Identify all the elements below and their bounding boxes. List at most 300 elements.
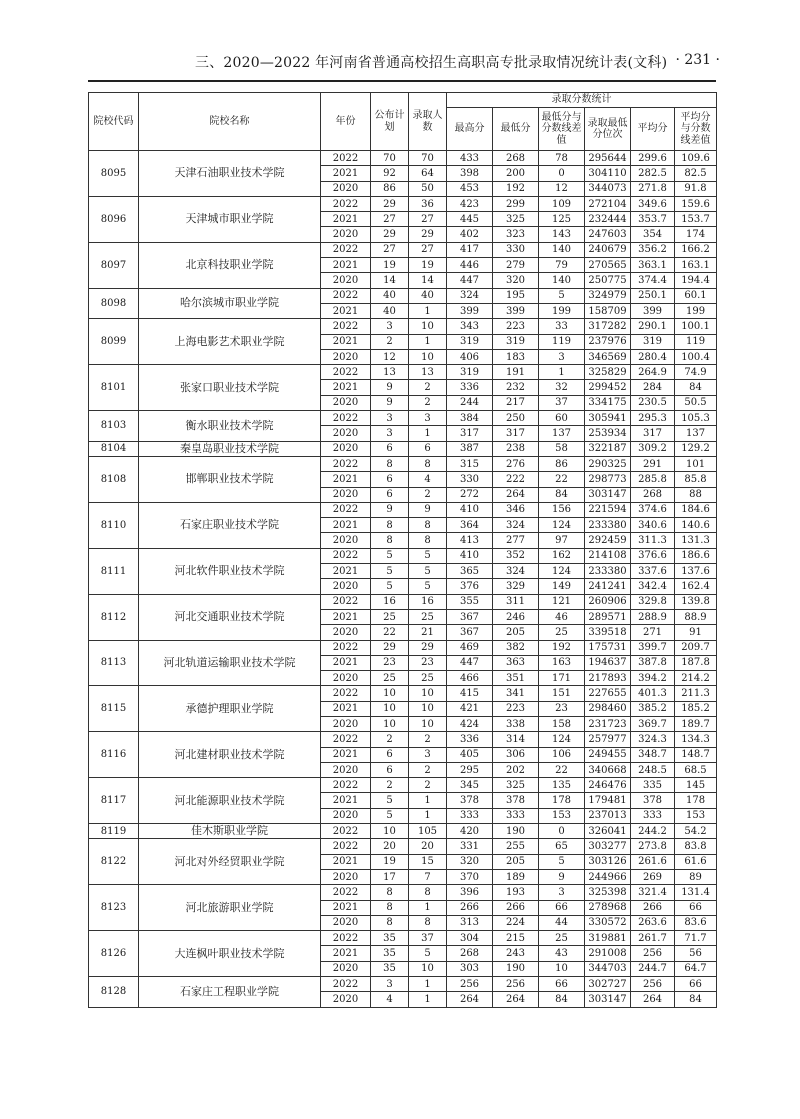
cell-min: 224 <box>493 915 539 930</box>
cell-year: 2020 <box>321 961 371 976</box>
cell-year: 2020 <box>321 441 371 456</box>
cell-rank: 344073 <box>585 181 631 196</box>
cell-rank: 303277 <box>585 839 631 854</box>
cell-min: 338 <box>493 716 539 731</box>
table-row <box>89 594 717 609</box>
cell-avg: 399.7 <box>631 640 675 655</box>
cell-min-diff: 25 <box>539 625 585 640</box>
cell-rank: 340668 <box>585 762 631 777</box>
cell-max: 398 <box>447 166 493 181</box>
cell-avg-diff: 82.5 <box>675 166 717 181</box>
cell-min: 314 <box>493 732 539 747</box>
cell-plan: 10 <box>371 824 409 839</box>
col-stats-group: 录取分数统计 <box>447 93 717 108</box>
cell-admitted: 27 <box>409 212 447 227</box>
cell-avg: 319 <box>631 334 675 349</box>
cell-admitted: 21 <box>409 625 447 640</box>
school-name: 承德护理职业学院 <box>139 686 321 732</box>
cell-plan: 5 <box>371 808 409 823</box>
cell-avg: 399 <box>631 303 675 318</box>
cell-max: 420 <box>447 824 493 839</box>
cell-admitted: 105 <box>409 824 447 839</box>
cell-max: 421 <box>447 701 493 716</box>
cell-min: 324 <box>493 564 539 579</box>
school-code: 8128 <box>89 977 139 1008</box>
cell-admitted: 16 <box>409 594 447 609</box>
cell-min-diff: 125 <box>539 212 585 227</box>
cell-year: 2020 <box>321 915 371 930</box>
cell-rank: 231723 <box>585 716 631 731</box>
cell-max: 320 <box>447 854 493 869</box>
table-row <box>89 151 717 166</box>
cell-min: 238 <box>493 441 539 456</box>
cell-avg: 309.2 <box>631 441 675 456</box>
cell-admitted: 40 <box>409 288 447 303</box>
cell-avg-diff: 60.1 <box>675 288 717 303</box>
cell-min: 324 <box>493 518 539 533</box>
cell-avg: 348.7 <box>631 747 675 762</box>
cell-admitted: 8 <box>409 456 447 471</box>
cell-year: 2021 <box>321 334 371 349</box>
cell-year: 2021 <box>321 946 371 961</box>
cell-year: 2022 <box>321 151 371 166</box>
cell-min-diff: 192 <box>539 640 585 655</box>
cell-max: 406 <box>447 349 493 364</box>
cell-min: 264 <box>493 992 539 1007</box>
cell-max: 336 <box>447 380 493 395</box>
cell-min-diff: 1 <box>539 365 585 380</box>
cell-avg-diff: 56 <box>675 946 717 961</box>
cell-min-diff: 33 <box>539 319 585 334</box>
cell-year: 2020 <box>321 487 371 502</box>
cell-avg: 374.6 <box>631 502 675 517</box>
cell-year: 2021 <box>321 609 371 624</box>
cell-plan: 27 <box>371 212 409 227</box>
cell-min: 341 <box>493 686 539 701</box>
cell-admitted: 2 <box>409 487 447 502</box>
cell-avg: 299.6 <box>631 151 675 166</box>
cell-min-diff: 5 <box>539 854 585 869</box>
cell-avg: 256 <box>631 946 675 961</box>
cell-rank: 325829 <box>585 365 631 380</box>
cell-rank: 194637 <box>585 655 631 670</box>
cell-rank: 319881 <box>585 931 631 946</box>
cell-min-diff: 22 <box>539 472 585 487</box>
cell-admitted: 8 <box>409 885 447 900</box>
cell-rank: 214108 <box>585 548 631 563</box>
cell-year: 2021 <box>321 655 371 670</box>
school-code: 8122 <box>89 839 139 885</box>
cell-admitted: 19 <box>409 258 447 273</box>
cell-min-diff: 143 <box>539 227 585 242</box>
cell-rank: 295644 <box>585 151 631 166</box>
cell-avg-diff: 159.6 <box>675 196 717 211</box>
cell-avg: 376.6 <box>631 548 675 563</box>
cell-min-diff: 58 <box>539 441 585 456</box>
cell-plan: 8 <box>371 518 409 533</box>
cell-plan: 9 <box>371 380 409 395</box>
cell-year: 2021 <box>321 747 371 762</box>
cell-min-diff: 23 <box>539 701 585 716</box>
school-name: 天津石油职业技术学院 <box>139 151 321 197</box>
school-code: 8112 <box>89 594 139 640</box>
cell-avg-diff: 189.7 <box>675 716 717 731</box>
cell-avg: 268 <box>631 487 675 502</box>
cell-avg: 250.1 <box>631 288 675 303</box>
cell-rank: 217893 <box>585 671 631 686</box>
cell-min: 306 <box>493 747 539 762</box>
cell-min-diff: 140 <box>539 273 585 288</box>
header-row-1 <box>89 93 717 108</box>
cell-min: 223 <box>493 319 539 334</box>
cell-year: 2022 <box>321 778 371 793</box>
cell-plan: 5 <box>371 564 409 579</box>
cell-rank: 339518 <box>585 625 631 640</box>
cell-year: 2020 <box>321 671 371 686</box>
cell-admitted: 14 <box>409 273 447 288</box>
cell-plan: 12 <box>371 349 409 364</box>
cell-avg-diff: 100.1 <box>675 319 717 334</box>
cell-rank: 227655 <box>585 686 631 701</box>
cell-year: 2020 <box>321 762 371 777</box>
cell-avg-diff: 85.8 <box>675 472 717 487</box>
cell-plan: 10 <box>371 716 409 731</box>
cell-min: 325 <box>493 778 539 793</box>
cell-max: 266 <box>447 900 493 915</box>
school-name: 河北建材职业技术学院 <box>139 732 321 778</box>
cell-year: 2020 <box>321 426 371 441</box>
cell-rank: 253934 <box>585 426 631 441</box>
table-row <box>89 502 717 517</box>
cell-year: 2020 <box>321 716 371 731</box>
cell-min-diff: 163 <box>539 655 585 670</box>
cell-min: 189 <box>493 869 539 884</box>
cell-min: 190 <box>493 824 539 839</box>
cell-max: 447 <box>447 273 493 288</box>
cell-admitted: 70 <box>409 151 447 166</box>
cell-rank: 237013 <box>585 808 631 823</box>
cell-plan: 20 <box>371 839 409 854</box>
cell-max: 330 <box>447 472 493 487</box>
cell-year: 2021 <box>321 518 371 533</box>
cell-rank: 330572 <box>585 915 631 930</box>
cell-avg-diff: 119 <box>675 334 717 349</box>
table-row <box>89 824 717 839</box>
table-row <box>89 778 717 793</box>
school-name: 北京科技职业学院 <box>139 242 321 288</box>
cell-avg-diff: 66 <box>675 977 717 992</box>
cell-min: 378 <box>493 793 539 808</box>
school-name: 张家口职业技术学院 <box>139 365 321 411</box>
cell-min: 256 <box>493 977 539 992</box>
cell-rank: 292459 <box>585 533 631 548</box>
cell-year: 2021 <box>321 854 371 869</box>
cell-min-diff: 86 <box>539 456 585 471</box>
cell-rank: 233380 <box>585 564 631 579</box>
cell-admitted: 8 <box>409 518 447 533</box>
cell-rank: 237976 <box>585 334 631 349</box>
cell-year: 2020 <box>321 869 371 884</box>
cell-admitted: 10 <box>409 319 447 334</box>
cell-avg: 329.8 <box>631 594 675 609</box>
cell-avg-diff: 145 <box>675 778 717 793</box>
cell-admitted: 29 <box>409 227 447 242</box>
cell-min: 277 <box>493 533 539 548</box>
cell-avg: 324.3 <box>631 732 675 747</box>
school-code: 8123 <box>89 885 139 931</box>
cell-min: 276 <box>493 456 539 471</box>
cell-admitted: 1 <box>409 808 447 823</box>
cell-plan: 86 <box>371 181 409 196</box>
school-name: 河北软件职业技术学院 <box>139 548 321 594</box>
cell-plan: 35 <box>371 931 409 946</box>
cell-max: 313 <box>447 915 493 930</box>
cell-year: 2022 <box>321 288 371 303</box>
cell-avg-diff: 71.7 <box>675 931 717 946</box>
cell-max: 364 <box>447 518 493 533</box>
col-min-diff: 最低分与分数线差值 <box>539 108 585 151</box>
cell-max: 424 <box>447 716 493 731</box>
cell-min-diff: 149 <box>539 579 585 594</box>
school-code: 8103 <box>89 411 139 442</box>
cell-avg: 394.2 <box>631 671 675 686</box>
cell-plan: 14 <box>371 273 409 288</box>
cell-avg-diff: 174 <box>675 227 717 242</box>
cell-admitted: 2 <box>409 732 447 747</box>
cell-plan: 40 <box>371 288 409 303</box>
cell-admitted: 5 <box>409 564 447 579</box>
school-code: 8116 <box>89 732 139 778</box>
cell-avg-diff: 148.7 <box>675 747 717 762</box>
cell-avg-diff: 211.3 <box>675 686 717 701</box>
cell-avg: 266 <box>631 900 675 915</box>
cell-avg: 244.7 <box>631 961 675 976</box>
cell-admitted: 29 <box>409 640 447 655</box>
cell-year: 2022 <box>321 365 371 380</box>
cell-min: 329 <box>493 579 539 594</box>
cell-avg-diff: 140.6 <box>675 518 717 533</box>
cell-min-diff: 119 <box>539 334 585 349</box>
cell-min: 351 <box>493 671 539 686</box>
cell-min-diff: 178 <box>539 793 585 808</box>
cell-plan: 19 <box>371 258 409 273</box>
cell-max: 336 <box>447 732 493 747</box>
cell-avg-diff: 109.6 <box>675 151 717 166</box>
cell-year: 2021 <box>321 258 371 273</box>
school-code: 8101 <box>89 365 139 411</box>
cell-admitted: 1 <box>409 303 447 318</box>
school-name: 哈尔滨城市职业学院 <box>139 288 321 319</box>
cell-avg: 353.7 <box>631 212 675 227</box>
cell-year: 2021 <box>321 900 371 915</box>
cell-max: 446 <box>447 258 493 273</box>
cell-year: 2022 <box>321 885 371 900</box>
cell-max: 295 <box>447 762 493 777</box>
cell-max: 405 <box>447 747 493 762</box>
cell-admitted: 5 <box>409 548 447 563</box>
table-row <box>89 885 717 900</box>
cell-rank: 326041 <box>585 824 631 839</box>
table-row <box>89 839 717 854</box>
cell-min: 183 <box>493 349 539 364</box>
cell-year: 2020 <box>321 625 371 640</box>
cell-rank: 290325 <box>585 456 631 471</box>
cell-rank: 244966 <box>585 869 631 884</box>
cell-plan: 19 <box>371 854 409 869</box>
cell-avg-diff: 88 <box>675 487 717 502</box>
cell-plan: 23 <box>371 655 409 670</box>
cell-plan: 9 <box>371 502 409 517</box>
cell-avg: 264.9 <box>631 365 675 380</box>
col-max: 最高分 <box>447 108 493 151</box>
cell-min-diff: 60 <box>539 411 585 426</box>
cell-avg: 264 <box>631 992 675 1007</box>
cell-min-diff: 46 <box>539 609 585 624</box>
header-rule <box>88 80 716 82</box>
cell-max: 445 <box>447 212 493 227</box>
cell-admitted: 10 <box>409 686 447 701</box>
school-code: 8119 <box>89 824 139 839</box>
cell-avg-diff: 129.2 <box>675 441 717 456</box>
table-row <box>89 242 717 257</box>
cell-min: 223 <box>493 701 539 716</box>
cell-plan: 8 <box>371 915 409 930</box>
cell-plan: 2 <box>371 732 409 747</box>
cell-max: 304 <box>447 931 493 946</box>
cell-min: 266 <box>493 900 539 915</box>
cell-min-diff: 140 <box>539 242 585 257</box>
cell-year: 2022 <box>321 977 371 992</box>
cell-plan: 8 <box>371 900 409 915</box>
cell-plan: 3 <box>371 426 409 441</box>
cell-min-diff: 79 <box>539 258 585 273</box>
cell-rank: 158709 <box>585 303 631 318</box>
cell-min: 330 <box>493 242 539 257</box>
cell-min-diff: 121 <box>539 594 585 609</box>
cell-rank: 346569 <box>585 349 631 364</box>
cell-min-diff: 22 <box>539 762 585 777</box>
cell-plan: 8 <box>371 533 409 548</box>
cell-min: 215 <box>493 931 539 946</box>
cell-admitted: 37 <box>409 931 447 946</box>
cell-year: 2021 <box>321 166 371 181</box>
cell-min-diff: 3 <box>539 349 585 364</box>
cell-min-diff: 3 <box>539 885 585 900</box>
school-name: 秦皇岛职业技术学院 <box>139 441 321 456</box>
col-avg-diff: 平均分与分数线差值 <box>675 108 717 151</box>
cell-min-diff: 66 <box>539 977 585 992</box>
cell-max: 410 <box>447 548 493 563</box>
cell-avg: 291 <box>631 456 675 471</box>
cell-max: 384 <box>447 411 493 426</box>
cell-rank: 304110 <box>585 166 631 181</box>
school-code: 8097 <box>89 242 139 288</box>
school-code: 8126 <box>89 931 139 977</box>
cell-rank: 179481 <box>585 793 631 808</box>
school-name: 河北交通职业技术学院 <box>139 594 321 640</box>
cell-avg: 248.5 <box>631 762 675 777</box>
admission-table <box>88 92 717 1008</box>
cell-avg: 354 <box>631 227 675 242</box>
cell-rank: 270565 <box>585 258 631 273</box>
cell-min: 325 <box>493 212 539 227</box>
cell-avg: 321.4 <box>631 885 675 900</box>
cell-admitted: 7 <box>409 869 447 884</box>
cell-rank: 272104 <box>585 196 631 211</box>
cell-min: 319 <box>493 334 539 349</box>
cell-plan: 6 <box>371 487 409 502</box>
cell-rank: 291008 <box>585 946 631 961</box>
cell-admitted: 1 <box>409 977 447 992</box>
cell-admitted: 20 <box>409 839 447 854</box>
cell-year: 2022 <box>321 548 371 563</box>
table-row <box>89 365 717 380</box>
cell-min-diff: 158 <box>539 716 585 731</box>
cell-year: 2022 <box>321 594 371 609</box>
cell-max: 264 <box>447 992 493 1007</box>
cell-rank: 303126 <box>585 854 631 869</box>
cell-avg-diff: 83.8 <box>675 839 717 854</box>
cell-rank: 249455 <box>585 747 631 762</box>
cell-avg-diff: 139.8 <box>675 594 717 609</box>
cell-avg-diff: 184.6 <box>675 502 717 517</box>
cell-max: 376 <box>447 579 493 594</box>
cell-min: 268 <box>493 151 539 166</box>
cell-rank: 289571 <box>585 609 631 624</box>
cell-max: 370 <box>447 869 493 884</box>
cell-rank: 240679 <box>585 242 631 257</box>
school-name: 石家庄工程职业学院 <box>139 977 321 1008</box>
cell-admitted: 1 <box>409 900 447 915</box>
cell-min-diff: 0 <box>539 824 585 839</box>
cell-min-diff: 84 <box>539 992 585 1007</box>
cell-year: 2021 <box>321 701 371 716</box>
cell-year: 2021 <box>321 472 371 487</box>
cell-rank: 299452 <box>585 380 631 395</box>
cell-rank: 302727 <box>585 977 631 992</box>
cell-avg-diff: 153 <box>675 808 717 823</box>
school-name: 上海电影艺术职业学院 <box>139 319 321 365</box>
cell-year: 2020 <box>321 181 371 196</box>
cell-admitted: 25 <box>409 609 447 624</box>
cell-year: 2022 <box>321 640 371 655</box>
cell-avg-diff: 89 <box>675 869 717 884</box>
cell-max: 319 <box>447 334 493 349</box>
cell-min-diff: 9 <box>539 869 585 884</box>
school-code: 8110 <box>89 502 139 548</box>
cell-avg: 284 <box>631 380 675 395</box>
cell-avg: 295.3 <box>631 411 675 426</box>
cell-avg: 273.8 <box>631 839 675 854</box>
cell-avg: 333 <box>631 808 675 823</box>
cell-avg: 374.4 <box>631 273 675 288</box>
cell-admitted: 10 <box>409 701 447 716</box>
cell-avg-diff: 64.7 <box>675 961 717 976</box>
cell-admitted: 3 <box>409 747 447 762</box>
cell-avg-diff: 101 <box>675 456 717 471</box>
cell-rank: 221594 <box>585 502 631 517</box>
cell-min-diff: 135 <box>539 778 585 793</box>
col-name: 院校名称 <box>139 93 321 151</box>
cell-min-diff: 25 <box>539 931 585 946</box>
school-name: 河北轨道运输职业技术学院 <box>139 640 321 686</box>
col-admitted: 录取人数 <box>409 93 447 151</box>
cell-admitted: 8 <box>409 915 447 930</box>
cell-admitted: 10 <box>409 716 447 731</box>
cell-plan: 25 <box>371 671 409 686</box>
cell-year: 2022 <box>321 824 371 839</box>
cell-max: 355 <box>447 594 493 609</box>
